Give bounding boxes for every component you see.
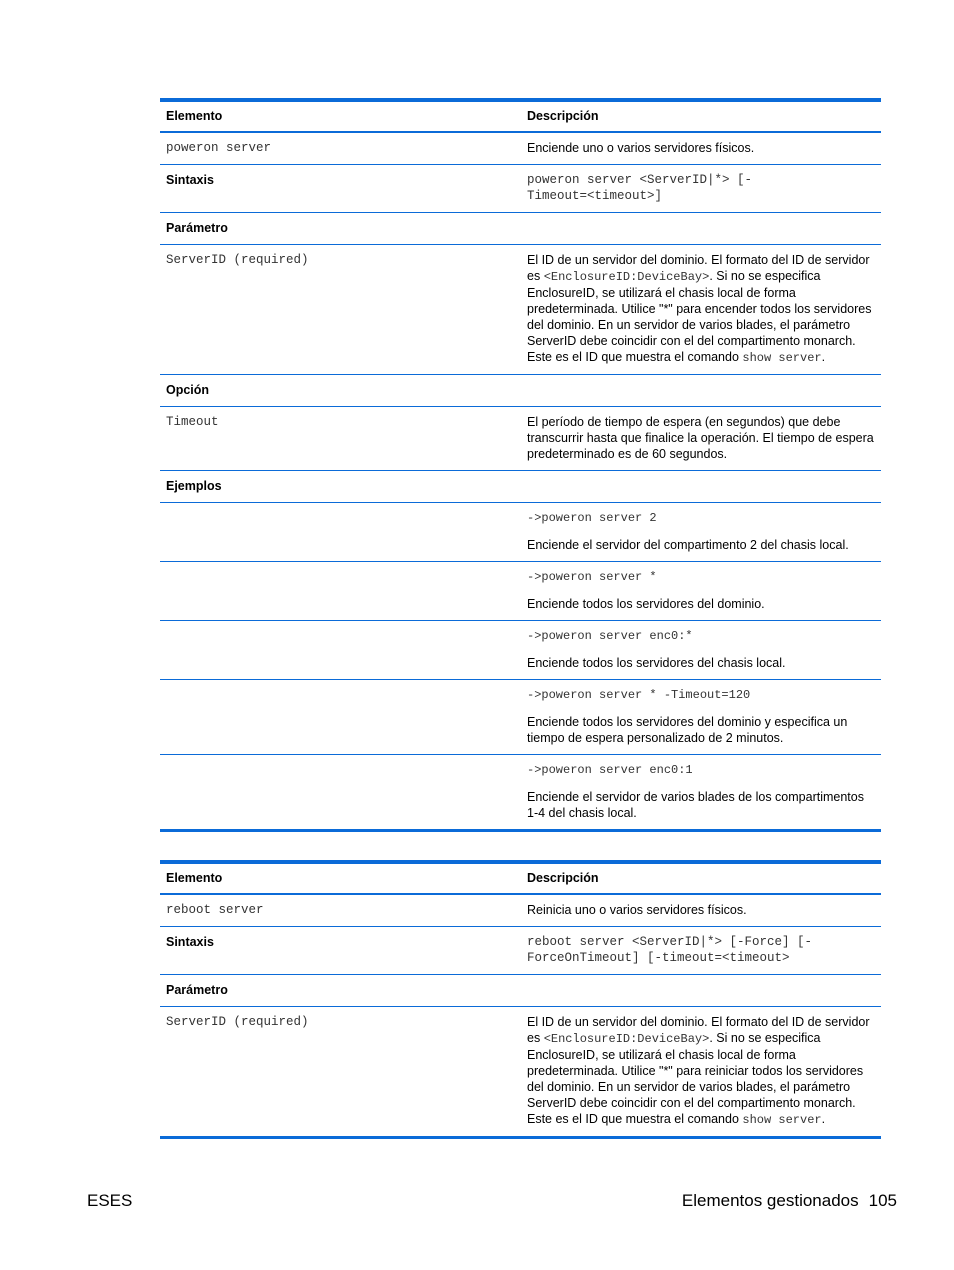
section-parametro: Parámetro — [160, 975, 881, 1007]
example-row — [160, 621, 881, 680]
syntax-line: Timeout=<timeout>] — [527, 189, 663, 203]
table-row — [160, 927, 881, 975]
table-header-row — [160, 862, 881, 894]
syntax-line: poweron server <ServerID|*> [- — [527, 173, 753, 187]
syntax-label: Sintaxis — [160, 927, 521, 975]
table-row — [160, 245, 881, 375]
desc-text: . Si no se especifica EnclosureID, se utilizará el chasis local de forma predeterminada. Utilice "*" para encender todos los servidores del dominio. En un servidor de varios blades, el parámetro ServerID debe coincidir con el del compartimento monarch. Este es el ID que muestra el comando — [527, 269, 872, 364]
table-row — [160, 165, 881, 213]
page-number: 105 — [868, 1191, 897, 1210]
option-description: El período de tiempo de espera (en segundos) que debe transcurrir hasta que finalice la operación. El tiempo de espera predeterminado es de 60 segundos. — [521, 407, 881, 471]
example-description: Enciende todos los servidores del dominio y especifica un tiempo de espera personalizado de 2 minutos. — [527, 715, 848, 745]
desc-text: . — [821, 1112, 826, 1126]
example-description: Enciende el servidor del compartimento 2 del chasis local. — [527, 538, 849, 552]
syntax-line: reboot server <ServerID|*> [-Force] [- — [527, 935, 813, 949]
example-row — [160, 503, 881, 562]
desc-code: <EnclosureID:DeviceBay> — [543, 270, 710, 284]
syntax-label: Sintaxis — [160, 165, 521, 213]
footer-section-title: Elementos gestionados — [681, 1191, 859, 1210]
desc-text: El ID de un servidor del dominio. El formato del ID de servidor es — [527, 1015, 870, 1045]
example-row — [160, 755, 881, 831]
param-name: ServerID (required) — [160, 1007, 521, 1138]
example-description: Enciende todos los servidores del dominio. — [527, 597, 765, 611]
option-name: Timeout — [160, 407, 521, 471]
footer-language-code: ESES — [87, 1191, 133, 1210]
example-row — [160, 562, 881, 621]
example-command: ->poweron server enc0:1 — [527, 763, 693, 777]
table-row — [160, 471, 881, 503]
command-description: Reinicia uno o varios servidores físicos. — [521, 894, 881, 927]
example-row — [160, 680, 881, 755]
footer-page-info — [682, 1191, 897, 1211]
command-description: Enciende uno o varios servidores físicos. — [521, 132, 881, 165]
example-description: Enciende el servidor de varios blades de los compartimentos 1-4 del chasis local. — [527, 790, 864, 820]
header-descripcion: Descripción — [521, 100, 881, 132]
example-command: ->poweron server 2 — [527, 511, 657, 525]
command-name: poweron server — [160, 132, 521, 165]
syntax-value — [521, 927, 881, 975]
reboot-server-table — [160, 860, 881, 1139]
header-elemento: Elemento — [160, 100, 521, 132]
table-row — [160, 213, 881, 245]
desc-text: El ID de un servidor del dominio. El formato del ID de servidor es — [527, 253, 870, 283]
param-name: ServerID (required) — [160, 245, 521, 375]
table-row — [160, 975, 881, 1007]
table-row — [160, 1007, 881, 1138]
table-row — [160, 132, 881, 165]
command-name: reboot server — [160, 894, 521, 927]
table-row — [160, 407, 881, 471]
poweron-server-table — [160, 98, 881, 832]
example-command: ->poweron server * — [527, 570, 657, 584]
example-command: ->poweron server * -Timeout=120 — [527, 688, 751, 702]
section-parametro: Parámetro — [160, 213, 881, 245]
example-command: ->poweron server enc0:* — [527, 629, 693, 643]
param-description — [521, 1007, 881, 1138]
section-opcion: Opción — [160, 375, 881, 407]
table-row — [160, 375, 881, 407]
syntax-line: ForceOnTimeout] [-timeout=<timeout> — [527, 951, 790, 965]
desc-text: . — [821, 350, 826, 364]
desc-code: show server — [742, 1113, 822, 1127]
table-header-row — [160, 100, 881, 132]
example-description: Enciende todos los servidores del chasis local. — [527, 656, 786, 670]
header-elemento: Elemento — [160, 862, 521, 894]
header-descripcion: Descripción — [521, 862, 881, 894]
desc-code: <EnclosureID:DeviceBay> — [543, 1032, 710, 1046]
table-row — [160, 894, 881, 927]
section-ejemplos: Ejemplos — [160, 471, 881, 503]
desc-text: . Si no se especifica EnclosureID, se utilizará el chasis local de forma predeterminada. Utilice "*" para reiniciar todos los servidores del dominio. En un servidor de varios blades, el parámetro ServerID debe coincidir con el del compartimento monarch. Este es el ID que muestra el comando — [527, 1031, 864, 1126]
param-description — [521, 245, 881, 375]
syntax-value — [521, 165, 881, 213]
desc-code: show server — [742, 351, 822, 365]
